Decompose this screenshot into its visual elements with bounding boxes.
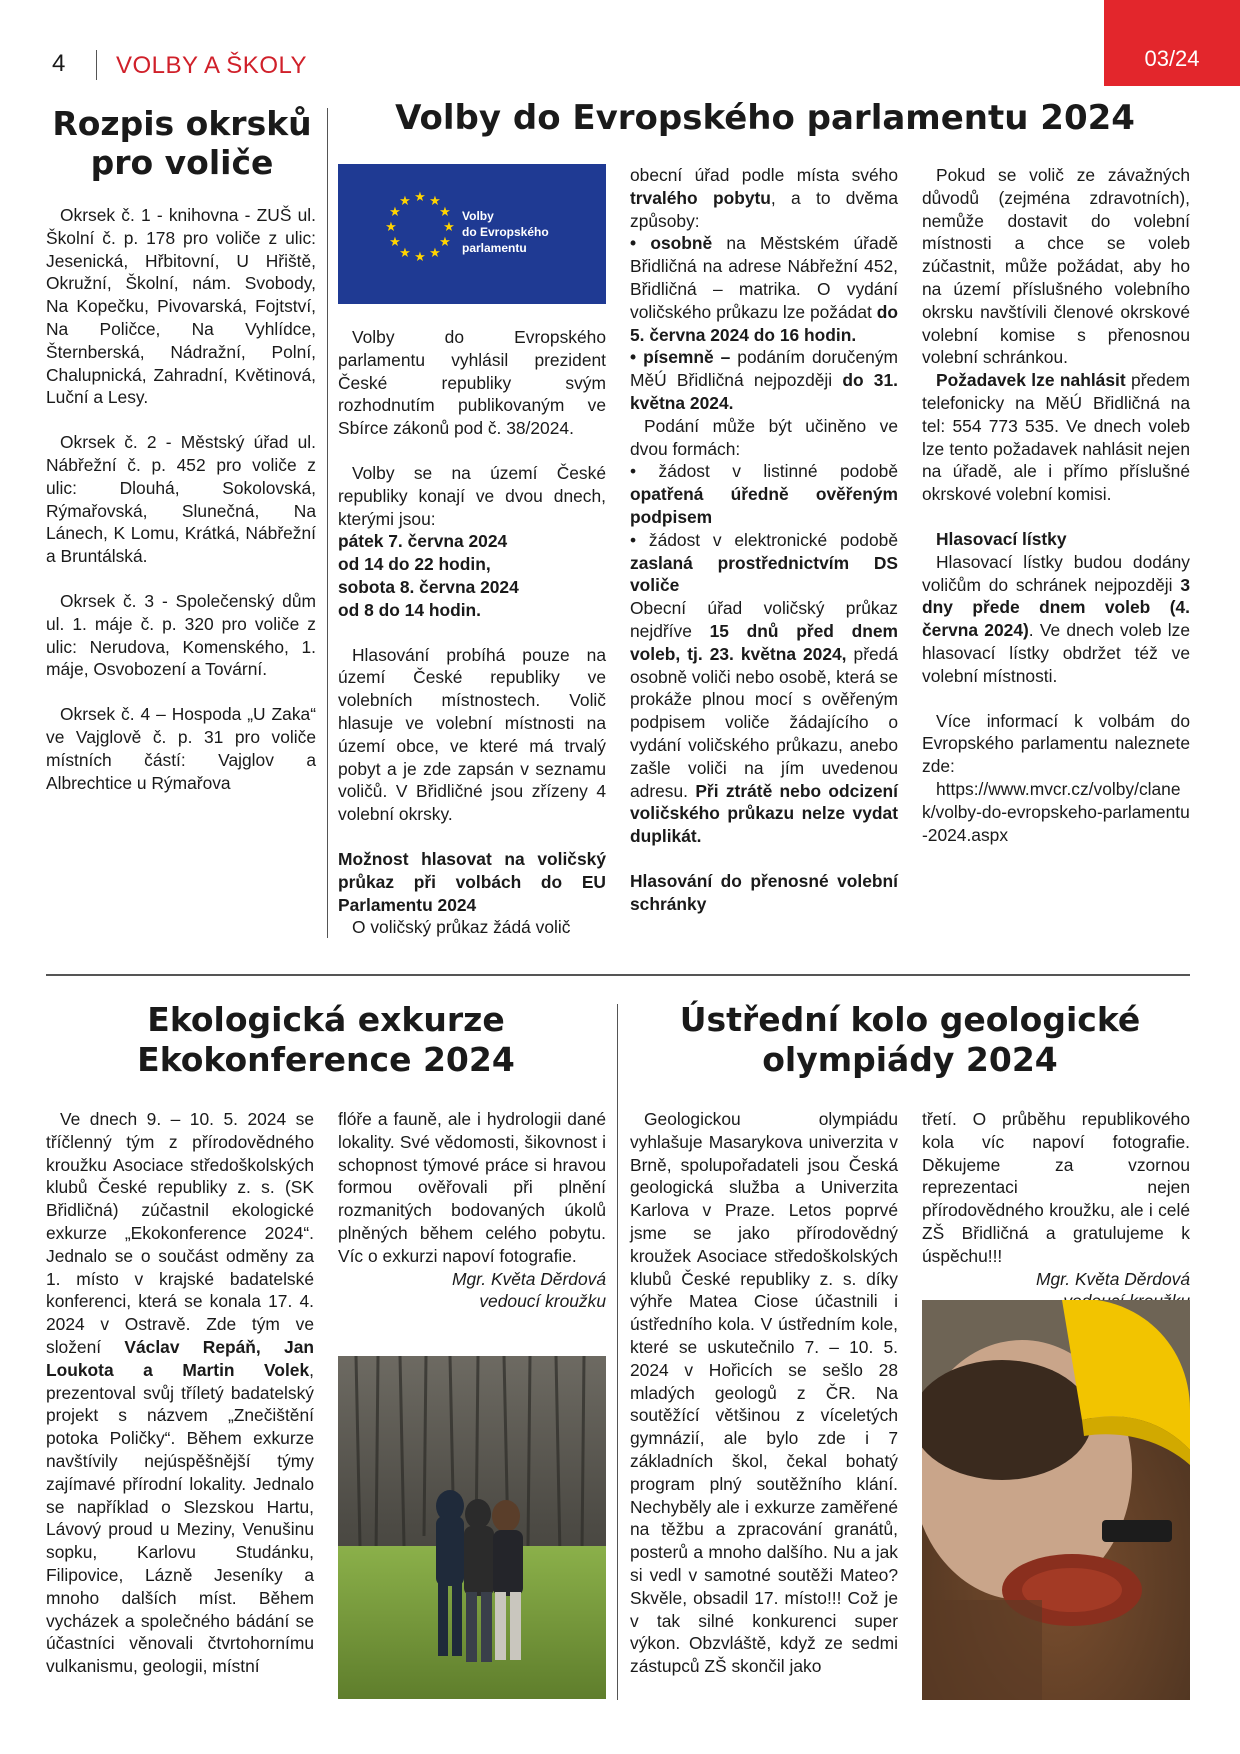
excursion-photo-image xyxy=(338,1356,606,1699)
eu-parliament-logo xyxy=(338,164,606,304)
volby-title: Volby do Evropského parlamentu 2024 xyxy=(395,98,1135,138)
header-divider xyxy=(96,50,97,80)
geo-title: Ústřední kolo geologické olympiády 2024 xyxy=(679,1000,1141,1079)
svg-text:★: ★ xyxy=(385,219,397,234)
eko-signature-name: Mgr. Květa Děrdová xyxy=(451,1268,606,1289)
olympiad-photo-image xyxy=(922,1300,1190,1700)
election-date-1: pátek 7. června 2024 xyxy=(338,531,508,552)
volby-subheading: Možnost hlasovat na voličský průkaz při volbách do EU Parlamentu 2024 xyxy=(338,848,606,915)
okrsky-title: Rozpis okrsků pro voliče xyxy=(52,104,312,182)
svg-text:★: ★ xyxy=(399,193,411,208)
svg-text:★: ★ xyxy=(414,249,426,264)
issue-tab xyxy=(1104,0,1240,86)
column-divider-2 xyxy=(617,1004,618,1700)
eko-photo xyxy=(338,1356,606,1699)
geo-photo xyxy=(922,1300,1190,1700)
column-divider xyxy=(327,108,328,938)
volby-col-3: Pokud se volič ze závažných důvodů (zejména zdravotních), nemůže dostavit do volební místnosti a chce se voleb zúčastnit, může požádat, aby ho na území příslušného volebního okrsku navštívili členové okrskové volební komise s přenosnou volební schránkou. Požadavek lze nahlásit předem telefonicky na MěÚ Břidličná na tel: 554 773 535. Ve dnech voleb lze tento požadavek nahlásit nejen na úřadě, ale i přímo příslušné okrskové volební komisi. Hlasovací lístky Hlasovací lístky budou dodány voličům do schránek nejpozději 3 dny přede dnem voleb (4. června 2024). Ve dnech voleb lze hlasovací lístky obdržet též ve volební místnosti. Více informací k volbám do Evropského parlamentu naleznete zde: https://www.mvcr.cz/volby/clanek/volby-do-evropskeho-parlamentu-2024.aspx xyxy=(922,165,1190,845)
svg-text:★: ★ xyxy=(443,219,455,234)
svg-text:★: ★ xyxy=(389,204,401,219)
eko-col-1: Ve dnech 9. – 10. 5. 2024 se tříčlenný tým z přírodovědného kroužku Asociace středoškolských klubů České republiky z. s. (SK Břidličná) zúčastnil ekologické exkurze „Ekokonference 2024“. Jednalo se o součást odměny za 1. místo v krajské badatelské konferenci, která se konala 17. 4. 2024 v Ostravě. Zde tým ve složení Václav Repáň, Jan Loukota a Martin Volek, prezentoval svůj tříletý badatelský projekt s názvem „Znečištění potoka Poličky“. Během exkurze navštívily nejúspěšnější týmy zajímavé přírodní lokality. Jednalo se například o Slezskou Hartu, Lávový proud u Meziny, Venušinu sopku, Karlovu Studánku, Filipovice, Lázně Jeseníky a mnoho dalších míst. Během vycházek a společného bádání se účastníci věnovali čtvrtohornímu vulkanismu, geologii, místní xyxy=(46,1109,315,1677)
volby-subheading-2: Hlasování do přenosné volební schránky xyxy=(630,870,898,914)
section-title: VOLBY A ŠKOLY xyxy=(116,52,308,79)
election-date-2: sobota 8. června 2024 xyxy=(338,576,519,597)
eko-signature-role: vedoucí kroužku xyxy=(479,1291,606,1312)
geo-col-2: třetí. O průběhu republikového kola víc napoví fotografie. Děkujeme za vzornou reprezentaci nejen přírodovědného kroužku, ale i celé ZŠ Břidličná a gratulujeme k úspěchu!!! Mgr. Květa Děrdová xyxy=(922,1108,1190,1313)
info-link[interactable]: https://www.mvcr.cz/volby/clanek/volby-do-evropskeho-parlamentu-2024.aspx xyxy=(922,778,1190,845)
page-number: 4 xyxy=(52,50,66,77)
geo-signature-name: Mgr. Květa Děrdová xyxy=(1035,1268,1190,1289)
okrsek-4: Okrsek č. 4 – Hospoda „U Zaka“ ve Vajglově č. p. 31 pro voliče místních částí: Vajglov a Albrechtice u Rýmařova xyxy=(46,704,316,793)
svg-text:★: ★ xyxy=(414,189,426,204)
svg-text:★: ★ xyxy=(429,193,441,208)
svg-text:★: ★ xyxy=(439,204,451,219)
eu-logo-text: Volby do Evropského parlamentu xyxy=(462,209,549,255)
eko-col-2: flóře a fauně, ale i hydrologii dané lokality. Své vědomosti, šikovnost i schopnost týmové práce si hravou formou ověřovali při plnění rozmanitých bodovaných úkolů plněných během celého pobytu. Víc o exkurzi napoví fotografie. Mgr. Květa Děrdová vedoucí kroužku xyxy=(338,1109,606,1312)
svg-text:★: ★ xyxy=(399,245,411,260)
okrsek-3: Okrsek č. 3 - Společenský dům ul. 1. máje č. p. 320 pro voliče z ulic: Nerudova, Komenského, 1. máje, Osvobození a Tovární. xyxy=(46,590,316,680)
issue-number: 03/24 xyxy=(1144,46,1200,71)
svg-text:★: ★ xyxy=(429,245,441,260)
volby-col-1: Volby do Evropského parlamentu vyhlásil prezident České republiky svým rozhodnutím publikovaným ve Sbírce zákonů pod č. 38/2024. Volby se na území České republiky konají ve dvou dnech, kterými jsou: pátek 7. června 2024 od 14 do 22 hodin, sobota 8. června 2024 od 8 do 14 hodin. Hlasování probíhá pouze na území České republiky ve volebních místnostech. Volič hlasuje ve volební místnosti na území obce, ve které má trvalý pobyt a je zde zapsán v seznamu voličů. V Břidličné jsou zřízeny 4 volební okrsky. Možnost hlasovat na voličský průkaz při volbách do EU Parlamentu 2024 O voličský průkaz žádá volič xyxy=(338,327,606,938)
svg-text:★: ★ xyxy=(439,234,451,249)
okrsek-1: Okrsek č. 1 - knihovna - ZUŠ ul. Školní č. p. 178 pro voliče z ulic: Jesenická, Hřbitovní, U Hřiště, Okružní, Školní, nám. Svobody, Na Kopečku, Pivovarská, Fojtství, Na Poličce, Na Vyhlídce, Šternberská, Nádražní, Polní, Chalupnická, Zahradní, Květinová, Luční a Lesy. xyxy=(46,205,316,408)
okrsek-2: Okrsek č. 2 - Městský úřad ul. Nábřežní č. p. 452 pro voliče z ulic: Dlouhá, Sokolovská, Rýmařovská, Slunečná, Na Lánech, K Lomu, Krátká, Nábřežní a Bruntálská. xyxy=(46,432,316,567)
volby-col-2: obecní úřad podle místa svého trvalého pobytu, a to dvěma způsoby: • osobně na Městském úřadě Břidličná na adrese Nábřežní 452, Břidličná – matrika. O vydání voličského průkazu lze požádat do 5. června 2024 do 16 hodin. • písemně – podáním doručeným MěÚ Břidličná nejpozději do 31. května 2024. Podání může být učiněno ve dvou formách: • žádost v listinné podobě opatřená úředně ověřeným podpisem • žádost v elektronické podobě zaslaná prostřednictvím DS voliče Obecní úřad voličský průkaz nejdříve 15 dnů před dnem voleb, tj. 23. května 2024, předá osobně voliči nebo osobě, která se prokáže plnou mocí s ověřeným podpisem voliče žádajícího o vydání voličského průkazu, anebo zašle voliči na jím uvedenou adresu. Při ztrátě nebo odcizení voličského průkazu nelze vydat duplikát. Hlasování do přenosné volební schránky xyxy=(630,165,899,914)
okrsky-body xyxy=(46,204,316,794)
section-divider xyxy=(46,974,1190,976)
geo-col-1: Geologickou olympiádu vyhlašuje Masarykova univerzita v Brně, spolupořadateli jsou Česká geologická služba a Univerzita Karlova v Praze. Letos poprvé jsme se jako přírodovědný kroužek Asociace středoškolských klubů České republiky z. s. díky výhře Matea Ciose účastnili i ústředního kola. V ústředním kole, které se uskutečnilo 7. – 10. 5. 2024 v Hořicích se sešlo 28 mladých geologů z ČR. Na soutěžící většinou z víceletých gymnázií, ale bylo zde i 7 základních škol, čekal bohatý program plný soutěžního klání. Nechyběly ale i exkurze zaměřené na těžbu a zpracování granátů, posterů a mnoho dalšího. Nu a jak si vedl v samotné soutěži Mateo? Skvěle, obsadil 17. místo!!! Což je v tak silné konkurenci super výkon. Obzvláště, když ze sedmi zástupců ZŠ skončil jako xyxy=(630,1109,898,1677)
eko-title: Ekologická exkurze Ekokonference 2024 xyxy=(137,1000,515,1079)
ballots-subheading: Hlasovací lístky xyxy=(936,528,1067,549)
svg-text:★: ★ xyxy=(389,234,401,249)
